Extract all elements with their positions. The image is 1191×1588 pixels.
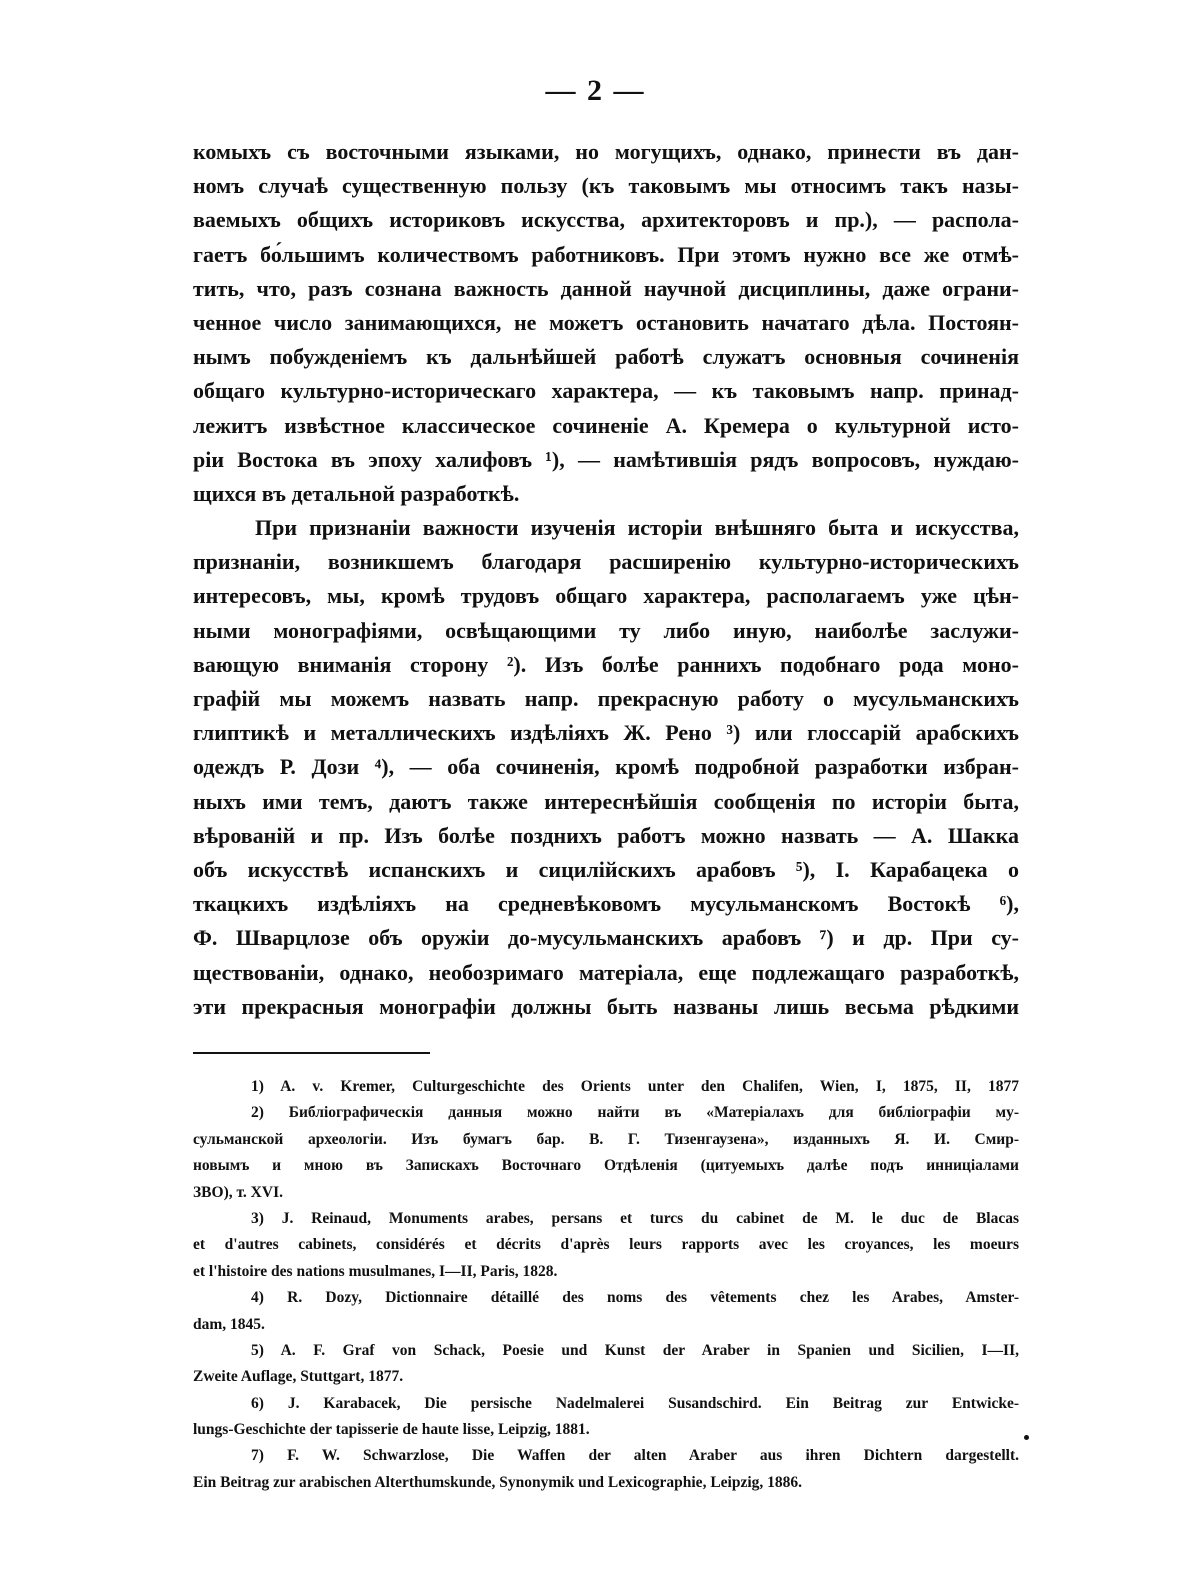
- footnote-line: lungs-Geschichte der tapisserie de haute lisse, Leipzig, 1881.: [193, 1421, 590, 1439]
- footnote-line: et d'autres cabinets, considérés et décrits d'après leurs rapports avec les croyances, les moeurs: [193, 1236, 1019, 1254]
- footnote-line: 6) J. Karabacek, Die persische Nadelmalerei Susandschird. Ein Beitrag zur Entwicke-: [251, 1394, 1019, 1412]
- body-line: нымъ побужденіемъ къ дальнѣйшей работѣ служатъ основныя сочиненія: [193, 344, 1019, 370]
- body-line: эти прекрасныя монографіи должны быть названы лишь весьма рѣдкими: [193, 993, 1019, 1019]
- body-line: одеждъ Р. Дози ⁴), — оба сочиненія, кромѣ подробной разработки избран-: [193, 754, 1019, 780]
- body-line: глиптикѣ и металлическихъ издѣліяхъ Ж. Рено ³) или глоссарій арабскихъ: [193, 720, 1019, 746]
- body-line: ткацкихъ издѣліяхъ на средневѣковомъ мусульманскомъ Востокѣ ⁶),: [193, 891, 1019, 917]
- footnote-line: 1) A. v. Kremer, Culturgeschichte des Orients unter den Chalifen, Wien, I, 1875, II, 1877: [251, 1078, 1019, 1095]
- body-line: объ искусствѣ испанскихъ и сицилійскихъ арабовъ ⁵), І. Карабацека о: [193, 856, 1019, 882]
- body-text: [193, 135, 1019, 1024]
- footnote-line: Ein Beitrag zur arabischen Alterthumskunde, Synonymik und Lexicographie, Leipzig, 1886.: [193, 1473, 803, 1491]
- body-line: лежитъ извѣстное классическое сочиненіе А. Кремера о культурной исто-: [193, 412, 1019, 438]
- footnote-line: 2) Библіографическія данныя можно найти въ «Матеріалахъ для библіографіи му-: [251, 1104, 1019, 1122]
- footnote-divider: [193, 1052, 430, 1054]
- body-line: комыхъ съ восточными языками, но могущихъ, однако, принести въ дан-: [193, 139, 1019, 164]
- body-line: ществованіи, однако, необозримаго матеріала, еще подлежащаго разработкѣ,: [193, 959, 1019, 985]
- footnote-line: Zweite Auflage, Stuttgart, 1877.: [193, 1368, 404, 1386]
- body-line: признаніи, возникшемъ благодаря расширенію культурно-историческихъ: [193, 549, 1019, 575]
- print-speck-mark: [1024, 1435, 1029, 1440]
- body-line: графій мы можемъ назвать напр. прекрасную работу о мусульманскихъ: [193, 686, 1019, 711]
- footnote-line: сульманской археологіи. Изъ бумагъ бар. В. Г. Тизенгаузена», изданныхъ Я. И. Смир-: [193, 1130, 1019, 1148]
- body-line: общаго культурно-историческаго характера, — къ таковымъ напр. принад-: [193, 378, 1019, 404]
- footnote-line: 7) F. W. Schwarzlose, Die Waffen der alten Araber aus ihren Dichtern dargestellt.: [251, 1447, 1019, 1465]
- footnote-line: dam, 1845.: [193, 1315, 265, 1333]
- body-line: ныхъ ими темъ, даютъ также интереснѣйшія сообщенія по исторіи быта,: [193, 788, 1019, 814]
- footnote-line: 4) R. Dozy, Dictionnaire détaillé des noms des vêtements chez les Arabes, Amster-: [251, 1289, 1019, 1307]
- footnote-line: 5) A. F. Graf von Schack, Poesie und Kunst der Araber in Spanien und Sicilien, I—II,: [251, 1341, 1019, 1359]
- footnotes: [193, 1074, 1019, 1496]
- body-line: ченное число занимающихся, не можетъ остановить начатаго дѣла. Постоян-: [193, 309, 1019, 335]
- page-number: — 2 —: [545, 74, 646, 107]
- body-line: ными монографіями, освѣщающими ту либо иную, наиболѣе заслужи-: [193, 617, 1019, 643]
- body-line: ріи Востока въ эпоху халифовъ ¹), — намѣтившія рядъ вопросовъ, нуждаю-: [193, 446, 1019, 472]
- body-line: вѣрованій и пр. Изъ болѣе позднихъ работъ можно назвать — А. Шакка: [193, 822, 1019, 848]
- body-line: номъ случаѣ существенную пользу (къ таковымъ мы относимъ такъ назы-: [193, 173, 1019, 199]
- footnote-line: et l'histoire des nations musulmanes, I—II, Paris, 1828.: [193, 1262, 558, 1280]
- body-line: Ф. Шварцлозе объ оружіи до-мусульманскихъ арабовъ ⁷) и др. При су-: [193, 925, 1019, 951]
- footnote-line: новымъ и мною въ Запискахъ Восточнаго Отдѣленія (цитуемыхъ далѣе подъ инниціалами: [193, 1157, 1019, 1175]
- body-line: гаетъ бо́льшимъ количествомъ работниковъ. При этомъ нужно все же отмѣ-: [193, 241, 1019, 267]
- footnote-line: ЗВО), т. XVI.: [193, 1183, 283, 1201]
- body-line: При признаніи важности изученія исторіи внѣшняго быта и искусства,: [255, 515, 1019, 541]
- footnote-line: 3) J. Reinaud, Monuments arabes, persans et turcs du cabinet de M. le duc de Blacas: [251, 1209, 1019, 1227]
- body-line: ваемыхъ общихъ историковъ искусства, архитекторовъ и пр.), — распола-: [193, 207, 1019, 233]
- body-line: тить, что, разъ сознана важность данной научной дисциплины, даже ограни-: [193, 275, 1019, 301]
- body-line: интересовъ, мы, кромѣ трудовъ общаго характера, располагаемъ уже цѣн-: [193, 583, 1019, 609]
- body-line: щихся въ детальной разработкѣ.: [193, 480, 520, 506]
- body-line: вающую вниманія сторону ²). Изъ болѣе раннихъ подобнаго рода моно-: [193, 651, 1019, 677]
